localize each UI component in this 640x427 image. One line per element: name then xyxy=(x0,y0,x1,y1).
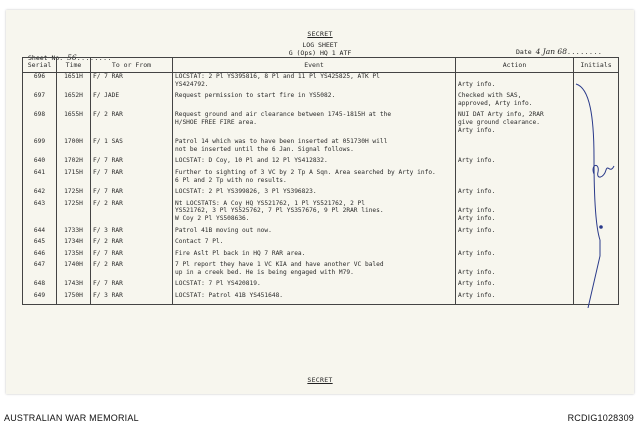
entry-serial: 697 xyxy=(23,92,57,100)
entry-event-line: not be inserted until the 6 Jan. Signal follows. xyxy=(173,146,456,154)
entry-event-line: 7 Pl report they have 1 VC KIA and have another VC baled xyxy=(173,261,456,269)
entry-time: 1700H xyxy=(57,138,91,146)
col-header-time: Time xyxy=(57,58,91,73)
entry-event-line: LOCSTAT: 2 Pl YS399826, 3 Pl YS396823. xyxy=(173,188,456,196)
log-entry-row xyxy=(23,157,619,165)
col-header-action: Action xyxy=(456,58,574,73)
entry-event-line: YS521762, 3 Pl YS525762, 7 Pl YS357676, 9 Pl 2RAR lines. xyxy=(173,207,456,215)
entry-event-line: LOCSTAT: 7 Pl YS420819. xyxy=(173,280,456,288)
entry-serial: 642 xyxy=(23,188,57,196)
log-entry-row xyxy=(23,111,619,119)
log-table-header xyxy=(23,58,619,73)
handwritten-initials xyxy=(560,78,630,308)
log-entry-continuation xyxy=(23,119,619,127)
entry-action-line: Checked with SAS, xyxy=(456,92,574,100)
entry-event-line: LOCSTAT: D Coy, 10 Pl and 12 Pl YS412832. xyxy=(173,157,456,165)
log-entry-row xyxy=(23,292,619,300)
entry-action-line: Arty info. xyxy=(456,250,574,258)
entry-to-from xyxy=(91,81,173,89)
entry-serial: 643 xyxy=(23,200,57,208)
entry-serial: 644 xyxy=(23,227,57,235)
entry-action-line xyxy=(456,169,574,177)
entry-event-line: W Coy 2 Pl YS508636. xyxy=(173,215,456,223)
entry-action-line xyxy=(456,177,574,185)
log-sheet-title: LOG SHEET xyxy=(302,41,338,49)
entry-time: 1750H xyxy=(57,292,91,300)
entry-to-from xyxy=(91,119,173,127)
entry-event-line: YS424792. xyxy=(173,81,456,89)
entry-serial: 648 xyxy=(23,280,57,288)
entry-time xyxy=(57,127,91,135)
entry-to-from: F/ 3 RAR xyxy=(91,292,173,300)
footer-source: AUSTRALIAN WAR MEMORIAL xyxy=(4,413,139,423)
log-entry-row xyxy=(23,169,619,177)
end-cell xyxy=(57,300,91,305)
entry-action-line: Arty info. xyxy=(456,127,574,135)
entry-to-from: F/ 7 RAR xyxy=(91,188,173,196)
entry-serial: 640 xyxy=(23,157,57,165)
entry-to-from: F/ 7 RAR xyxy=(91,250,173,258)
log-table xyxy=(22,57,619,305)
entry-action-line xyxy=(456,238,574,246)
entry-serial: 649 xyxy=(23,292,57,300)
entry-action-line: Arty info. xyxy=(456,269,574,277)
entry-time: 1734H xyxy=(57,238,91,246)
entry-time xyxy=(57,177,91,185)
entry-serial: 696 xyxy=(23,73,57,81)
entry-action-line xyxy=(456,146,574,154)
sheet-number-label: Sheet No. xyxy=(28,54,64,62)
entry-action-line: Arty info. xyxy=(456,227,574,235)
entry-action-line: give ground clearance. xyxy=(456,119,574,127)
entry-event-line: Request ground and air clearance between 1745-1815H at the xyxy=(173,111,456,119)
entry-event-line: up in a creek bed. He is being engaged with M79. xyxy=(173,269,456,277)
entry-time: 1651H xyxy=(57,73,91,81)
footer-record-id: RCDIG1028309 xyxy=(567,413,634,423)
table-end xyxy=(23,300,619,305)
entry-time: 1652H xyxy=(57,92,91,100)
entry-action-line: NUI DAT Arty info, 2RAR xyxy=(456,111,574,119)
sheet-number-value: 56 xyxy=(67,53,77,62)
entry-serial: 647 xyxy=(23,261,57,269)
date-field: Date 4 Jan 68........ xyxy=(516,47,603,56)
entry-time: 1702H xyxy=(57,157,91,165)
entry-to-from xyxy=(91,146,173,154)
entry-event-line: Patrol 41B moving out now. xyxy=(173,227,456,235)
log-entry-row xyxy=(23,200,619,208)
log-entry-row xyxy=(23,280,619,288)
log-entry-continuation xyxy=(23,207,619,215)
entry-serial xyxy=(23,119,57,127)
end-cell xyxy=(173,300,456,305)
entry-action-line xyxy=(456,200,574,208)
entry-to-from: F/ 2 RAR xyxy=(91,238,173,246)
date-label: Date xyxy=(516,48,532,56)
entry-action-line: approved, Arty info. xyxy=(456,100,574,108)
entry-event-line: Fire Aslt Pl back in HQ 7 RAR area. xyxy=(173,250,456,258)
log-entry-continuation xyxy=(23,127,619,135)
entry-event-line: 6 Pl and 2 Tp with no results. xyxy=(173,177,456,185)
entry-event-line: LOCSTAT: 2 Pl YS395816, 8 Pl and 11 Pl YS425825, ATK Pl xyxy=(173,73,456,81)
log-entry-continuation xyxy=(23,81,619,89)
classification-bottom: SECRET xyxy=(307,376,333,384)
entry-time: 1725H xyxy=(57,188,91,196)
entry-time xyxy=(57,215,91,223)
entry-event-line xyxy=(173,127,456,135)
entry-to-from xyxy=(91,207,173,215)
end-cell xyxy=(91,300,173,305)
entry-action-line: Arty info. xyxy=(456,188,574,196)
entry-to-from xyxy=(91,127,173,135)
log-entry-continuation xyxy=(23,100,619,108)
entry-serial: 645 xyxy=(23,238,57,246)
entry-time: 1725H xyxy=(57,200,91,208)
entry-time: 1715H xyxy=(57,169,91,177)
entry-to-from: F/ 1 SAS xyxy=(91,138,173,146)
entry-event-line: Contact 7 Pl. xyxy=(173,238,456,246)
entry-event-line: LOCSTAT: Patrol 41B YS451648. xyxy=(173,292,456,300)
entry-serial xyxy=(23,177,57,185)
entry-to-from: F/ 2 RAR xyxy=(91,111,173,119)
entry-to-from xyxy=(91,177,173,185)
entry-action-line: Arty info. xyxy=(456,215,574,223)
log-entry-continuation xyxy=(23,146,619,154)
entry-action-line: Arty info. xyxy=(456,292,574,300)
entry-serial: 699 xyxy=(23,138,57,146)
entry-serial xyxy=(23,269,57,277)
entry-serial xyxy=(23,215,57,223)
log-entry-row xyxy=(23,92,619,100)
entry-to-from: F/ 7 RAR xyxy=(91,280,173,288)
entry-to-from: F/ JADE xyxy=(91,92,173,100)
log-entry-continuation xyxy=(23,269,619,277)
entry-to-from xyxy=(91,100,173,108)
entry-time xyxy=(57,269,91,277)
log-entry-row xyxy=(23,238,619,246)
entry-action-line: Arty info. xyxy=(456,280,574,288)
entry-serial: 698 xyxy=(23,111,57,119)
entry-time xyxy=(57,119,91,127)
col-header-event: Event xyxy=(173,58,456,73)
log-entry-row xyxy=(23,188,619,196)
classification-top: SECRET xyxy=(307,30,333,38)
entry-time xyxy=(57,100,91,108)
entry-to-from: F/ 2 RAR xyxy=(91,261,173,269)
log-table-body xyxy=(23,73,619,305)
entry-time xyxy=(57,207,91,215)
entry-action-line: Arty info. xyxy=(456,207,574,215)
end-cell xyxy=(23,300,57,305)
date-value: 4 Jan 68 xyxy=(535,47,567,56)
entry-event-line xyxy=(173,100,456,108)
entry-time: 1733H xyxy=(57,227,91,235)
entry-serial xyxy=(23,207,57,215)
log-entry-row xyxy=(23,227,619,235)
entry-to-from: F/ 2 RAR xyxy=(91,200,173,208)
sheet-number-field: Sheet No. 56........ xyxy=(28,53,113,62)
log-entry-row xyxy=(23,261,619,269)
col-header-serial: Serial xyxy=(23,58,57,73)
col-header-initials: Initials xyxy=(574,58,619,73)
entry-time xyxy=(57,146,91,154)
entry-serial xyxy=(23,127,57,135)
log-entry-row xyxy=(23,250,619,258)
entry-time: 1740H xyxy=(57,261,91,269)
entry-time: 1655H xyxy=(57,111,91,119)
entry-to-from: F/ 3 RAR xyxy=(91,227,173,235)
log-entry-continuation xyxy=(23,215,619,223)
log-entry-continuation xyxy=(23,177,619,185)
entry-serial xyxy=(23,100,57,108)
entry-time: 1743H xyxy=(57,280,91,288)
log-entry-row xyxy=(23,138,619,146)
entry-to-from: F/ 7 RAR xyxy=(91,157,173,165)
entry-serial xyxy=(23,81,57,89)
entry-to-from: F/ 7 RAR xyxy=(91,169,173,177)
entry-time xyxy=(57,81,91,89)
entry-action-line xyxy=(456,73,574,81)
entry-action-line xyxy=(456,138,574,146)
log-sheet-subtitle: G (Ops) HQ 1 ATF xyxy=(288,49,352,57)
entry-to-from xyxy=(91,215,173,223)
entry-action-line xyxy=(456,261,574,269)
entry-serial: 646 xyxy=(23,250,57,258)
entry-to-from: F/ 7 RAR xyxy=(91,73,173,81)
entry-action-line: Arty info. xyxy=(456,157,574,165)
entry-serial: 641 xyxy=(23,169,57,177)
entry-time: 1735H xyxy=(57,250,91,258)
entry-action-line: Arty info. xyxy=(456,81,574,89)
entry-serial xyxy=(23,146,57,154)
entry-to-from xyxy=(91,269,173,277)
entry-event-line: Further to sighting of 3 VC by 2 Tp A Sqn. Area searched by Arty info. xyxy=(173,169,456,177)
log-entry-row xyxy=(23,73,619,81)
entry-event-line: Request permission to start fire in YS5082. xyxy=(173,92,456,100)
col-header-to-from: To or From xyxy=(91,58,173,73)
entry-event-line: Patrol 14 which was to have been inserted at 051730H will xyxy=(173,138,456,146)
entry-event-line: Nt LOCSTATS: A Coy HQ YS521762, 1 Pl YS521762, 2 Pl xyxy=(173,200,456,208)
end-cell xyxy=(456,300,574,305)
entry-event-line: H/SHOE FREE FIRE area. xyxy=(173,119,456,127)
